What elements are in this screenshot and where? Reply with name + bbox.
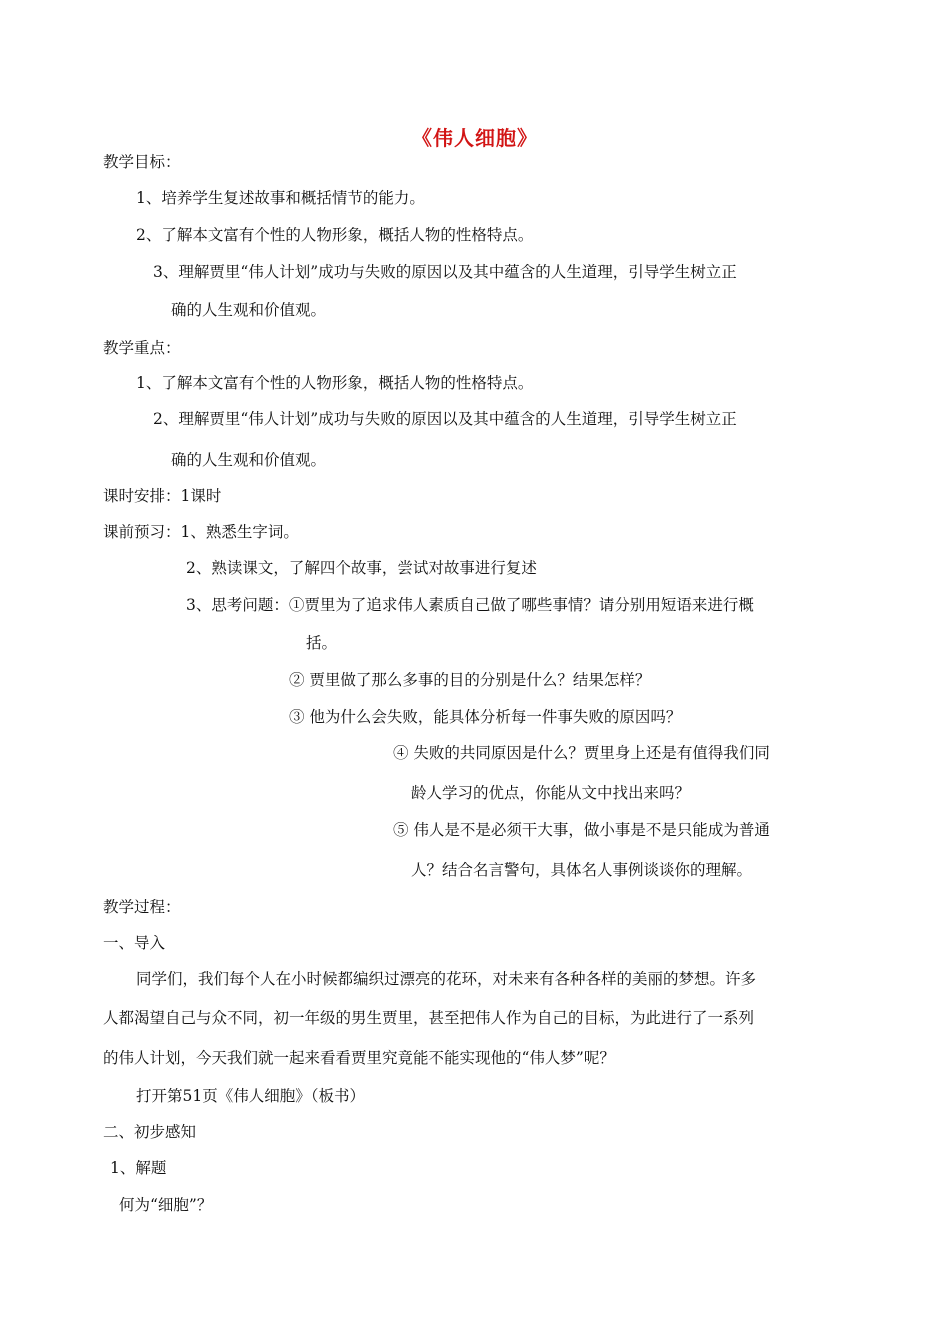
document-title: 《伟人细胞》 <box>412 126 538 150</box>
preview-heading: 课前预习：1、熟悉生字词。 <box>103 523 299 541</box>
preview-question-5-line2: 人？结合名言警句，具体名人事例谈谈你的理解。 <box>411 861 753 879</box>
section-intro-heading: 一、导入 <box>103 934 166 952</box>
intro-paragraph-line3: 的伟人计划，今天我们就一起来看看贾里究竟能不能实现他的“伟人梦”呢？ <box>103 1049 615 1067</box>
open-book-line: 打开第51页《伟人细胞》（板书） <box>136 1087 365 1105</box>
preview-item-3-line2: 括。 <box>306 634 338 652</box>
key-points-heading: 教学重点： <box>103 339 181 357</box>
intro-paragraph-line2: 人都渴望自己与众不同，初一年级的男生贾里，甚至把伟人作为自己的目标，为此进行了一系列 <box>103 1009 755 1027</box>
objective-item-3-line1: 3、理解贾里“伟人计划”成功与失败的原因以及其中蕴含的人生道理，引导学生树立正 <box>153 263 737 281</box>
preview-question-4-line2: 龄人学习的优点，你能从文中找出来吗？ <box>411 784 691 802</box>
key-point-item-2-line2: 确的人生观和价值观。 <box>171 451 327 469</box>
preview-item-2: 2、熟读课文，了解四个故事，尝试对故事进行复述 <box>186 559 537 577</box>
schedule-line: 课时安排：1课时 <box>103 487 222 505</box>
sub-heading-title-explanation: 1、解题 <box>110 1159 167 1177</box>
objectives-heading: 教学目标： <box>103 153 181 171</box>
objective-item-3-line2: 确的人生观和价值观。 <box>171 301 327 319</box>
preview-item-3-line1: 3、思考问题：①贾里为了追求伟人素质自己做了哪些事情？请分别用短语来进行概 <box>186 596 754 614</box>
preview-question-3: ③ 他为什么会失败，能具体分析每一件事失败的原因吗？ <box>289 708 682 726</box>
process-heading: 教学过程： <box>103 898 181 916</box>
objective-item-1: 1、培养学生复述故事和概括情节的能力。 <box>136 189 425 207</box>
question-cell-meaning: 何为“细胞”？ <box>119 1196 213 1214</box>
preview-question-4-line1: ④ 失败的共同原因是什么？贾里身上还是有值得我们同 <box>393 744 770 762</box>
section-perception-heading: 二、初步感知 <box>103 1123 197 1141</box>
key-point-item-2-line1: 2、理解贾里“伟人计划”成功与失败的原因以及其中蕴含的人生道理，引导学生树立正 <box>153 410 737 428</box>
objective-item-2: 2、了解本文富有个性的人物形象，概括人物的性格特点。 <box>136 226 534 244</box>
preview-question-2: ② 贾里做了那么多事的目的分别是什么？结果怎样？ <box>289 671 651 689</box>
preview-question-5-line1: ⑤ 伟人是不是必须干大事，做小事是不是只能成为普通 <box>393 821 770 839</box>
key-point-item-1: 1、了解本文富有个性的人物形象，概括人物的性格特点。 <box>136 374 534 392</box>
intro-paragraph-line1: 同学们，我们每个人在小时候都编织过漂亮的花环，对未来有各种各样的美丽的梦想。许多 <box>136 970 757 988</box>
